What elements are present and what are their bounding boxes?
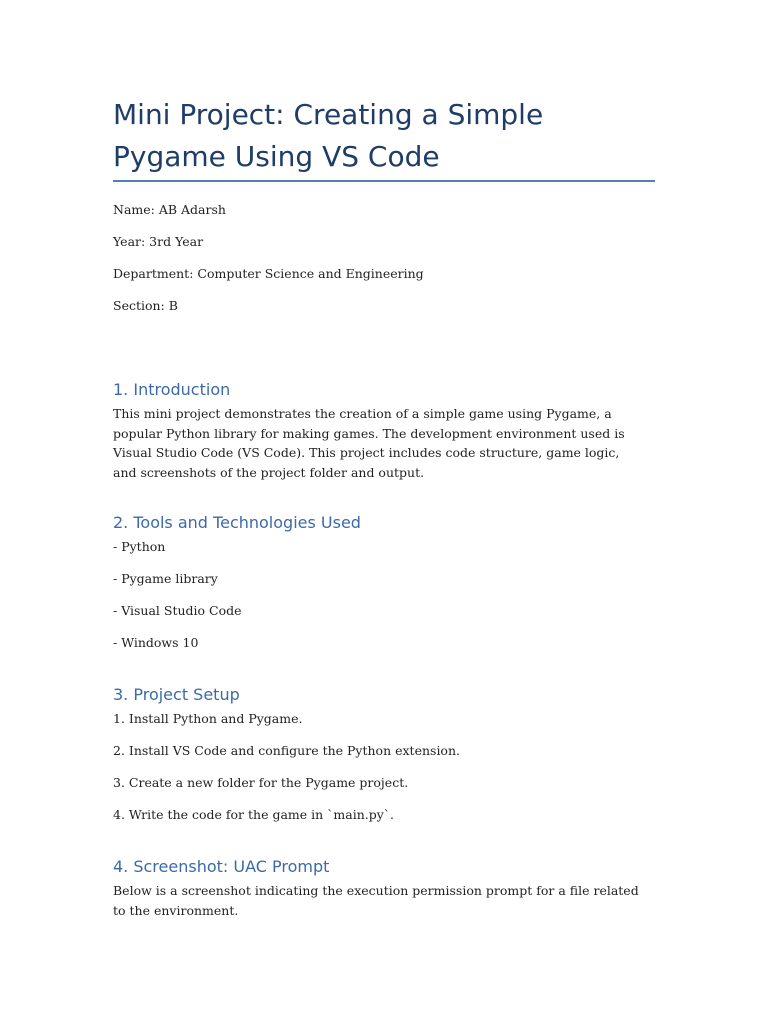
tools-item: - Pygame library xyxy=(113,571,218,586)
uac-paragraph: Below is a screenshot indicating the execution permission prompt for a file related to the environment. xyxy=(113,883,639,918)
title-underline xyxy=(113,180,655,182)
heading-introduction: 1. Introduction xyxy=(113,380,231,399)
heading-project-setup: 3. Project Setup xyxy=(113,685,240,704)
tools-item: - Windows 10 xyxy=(113,635,199,650)
document-title: Mini Project: Creating a Simple Pygame Using VS Code xyxy=(113,98,544,173)
introduction-paragraph: This mini project demonstrates the creation of a simple game using Pygame, a popular Python library for making games. The development environment used is Visual Studio Code (VS Code). This project includes code structure, game logic, and screenshots of the project folder and output. xyxy=(113,406,625,480)
setup-step: 4. Write the code for the game in `main.py`. xyxy=(113,807,395,822)
heading-uac-screenshot: 4. Screenshot: UAC Prompt xyxy=(113,857,330,876)
setup-step: 3. Create a new folder for the Pygame project. xyxy=(113,775,409,790)
student-year: Year: 3rd Year xyxy=(113,234,204,249)
student-name: Name: AB Adarsh xyxy=(113,202,226,217)
tools-item: - Visual Studio Code xyxy=(113,603,242,618)
tools-item: - Python xyxy=(113,539,166,554)
setup-step: 1. Install Python and Pygame. xyxy=(113,711,303,726)
student-section: Section: B xyxy=(113,298,178,313)
heading-tools: 2. Tools and Technologies Used xyxy=(113,513,361,532)
setup-step: 2. Install VS Code and configure the Python extension. xyxy=(113,743,460,758)
student-department: Department: Computer Science and Engineering xyxy=(113,266,424,281)
